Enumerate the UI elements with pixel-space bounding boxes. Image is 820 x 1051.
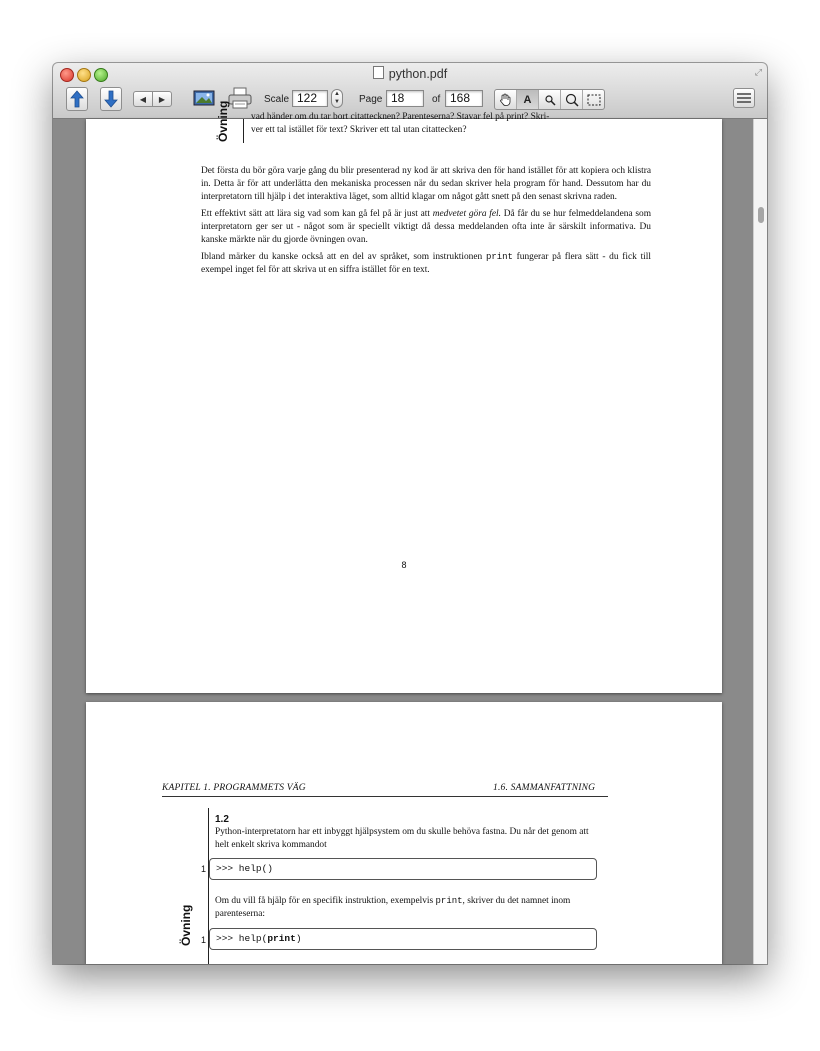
zoom-in-tool[interactable] — [561, 90, 583, 109]
exercise-number: 1.2 — [215, 814, 229, 825]
exercise-sidebar-label: Övning — [216, 100, 230, 142]
image-tools-button[interactable] — [193, 88, 215, 108]
paragraph — [201, 208, 651, 246]
inline-code: print — [435, 896, 463, 906]
preview-window — [53, 63, 767, 964]
code-block: >>> help() — [209, 858, 597, 880]
scale-stepper[interactable]: ▲ ▼ — [331, 89, 343, 108]
exercise-text: Python-interpretatorn har ett inbyggt hjälpsystem om du skulle behöva fastna. Du når det genom att helt enkelt skriva kommandot — [215, 827, 589, 850]
exercise-text-part: Om du vill få hjälp för en specifik instruktion, exempelvis — [215, 896, 436, 906]
of-label: of — [432, 94, 441, 105]
inline-code: print — [485, 251, 513, 262]
tool-selector — [494, 89, 605, 110]
arrow-down-icon — [103, 90, 119, 108]
zoom-out-tool[interactable] — [539, 90, 561, 109]
cut-text-line: ver ett tal istället för text? Skriver ett tal utan citattecken? — [251, 124, 467, 135]
fullscreen-icon[interactable]: ⤢ — [754, 67, 762, 77]
paragraph-text: fungerar på flera sätt - du fick till exempel inget fel för att skriva ut en siffra istället för en text. — [201, 251, 651, 275]
printer-icon — [228, 87, 252, 109]
paragraph: Det första du bör göra varje gång du blir presenterad ny kod är att skriva den för hand istället för att kopiera och klistra in. Detta är för att underlätta den mekaniska processen när du sedan skriver hela program för hand. Dessutom har du interpretatorn till hjälp i det interaktiva läget, som alltid klagar om något gått snett på den senast skrivna raden. — [201, 166, 651, 202]
text-tool[interactable] — [517, 90, 539, 109]
scale-label: Scale — [264, 94, 290, 105]
code-keyword: print — [267, 933, 296, 944]
previous-page-button[interactable] — [66, 87, 88, 111]
forward-arrow-icon: ▶ — [158, 94, 166, 104]
zoom-in-icon — [565, 93, 579, 107]
paragraph-text: Då får du se hur felmeddelandena som interpretatorn ger ser ut - något som är speciellt viktigt då dessa meddelanden ofta inte är särskilt informativa. Du kanske märkte när du gjorde övningen ovan. — [201, 208, 651, 245]
paragraph-text: Ibland märker du kanske också att en del av språket, som instruktionen — [201, 251, 486, 262]
exercise-text-part: , skriver du det namnet inom parenteserna: — [215, 896, 571, 919]
text-select-icon: A — [523, 93, 532, 106]
scale-field[interactable]: 122 — [292, 90, 328, 107]
paragraph-text: Ett effektivt sätt att lära sig vad som kan gå fel på är just att — [201, 208, 433, 219]
sidebar-icon — [736, 92, 752, 104]
arrow-up-icon — [69, 90, 85, 108]
document-icon — [373, 66, 384, 79]
back-arrow-icon: ◀ — [139, 94, 147, 104]
emphasis-text: medvetet göra fel. — [432, 208, 502, 219]
hand-icon — [499, 93, 512, 106]
forward-button[interactable] — [152, 91, 172, 107]
hand-tool[interactable] — [495, 90, 517, 109]
running-header-left: KAPITEL 1. PROGRAMMETS VÄG — [162, 783, 306, 793]
running-header-right: 1.6. SAMMANFATTNING — [493, 783, 596, 793]
exercise-text — [215, 895, 597, 921]
pdf-page-8 — [86, 100, 722, 693]
exercise-sidebar-rule — [243, 119, 244, 143]
back-button[interactable] — [133, 91, 153, 107]
header-rule — [162, 796, 608, 797]
vertical-scrollbar[interactable] — [753, 119, 767, 964]
cut-text-line: vad händer om du tar bort citattecknen? Parenteserna? Stavar fel på print? Skri- — [251, 112, 550, 122]
exercise-sidebar-label: Övning — [179, 904, 193, 946]
image-icon — [193, 88, 215, 108]
exercise-text-cut — [251, 111, 661, 137]
window-title — [53, 66, 767, 81]
code-line-number: 1 — [201, 935, 207, 945]
paragraph — [201, 251, 651, 277]
pdf-page-9 — [86, 702, 722, 964]
total-pages-field: 168 — [445, 90, 483, 107]
zoom-out-icon — [544, 94, 556, 106]
next-page-button[interactable] — [100, 87, 122, 111]
code-block — [209, 928, 597, 950]
body-text — [201, 165, 651, 281]
select-tool[interactable] — [583, 90, 604, 109]
code-text: >>> help( — [216, 933, 268, 944]
selection-icon — [587, 94, 601, 106]
sidebar-button[interactable] — [733, 88, 755, 108]
page-number: 8 — [401, 560, 407, 570]
code-line-number: 1 — [201, 864, 207, 874]
window-title-text: python.pdf — [388, 67, 448, 81]
page-field[interactable]: 18 — [386, 90, 424, 107]
code-text: ) — [295, 933, 302, 944]
print-button[interactable] — [228, 87, 252, 109]
page-label: Page — [359, 94, 383, 105]
scrollbar-thumb[interactable] — [758, 207, 764, 223]
